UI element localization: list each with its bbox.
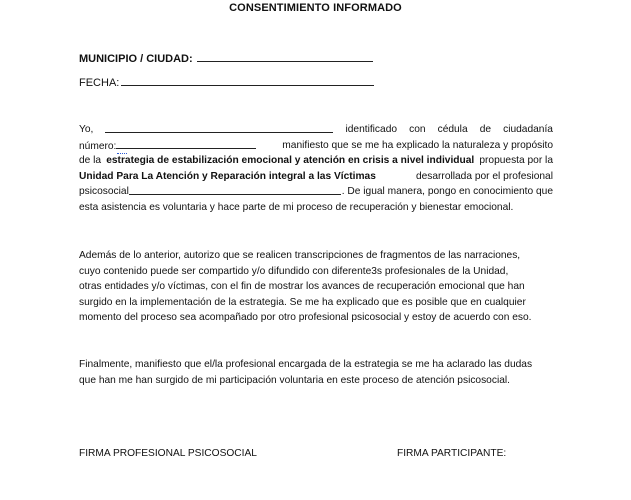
- text-segment: con: [409, 124, 426, 135]
- p3-line: [79, 357, 553, 373]
- numero-group: [79, 138, 256, 154]
- p1-line-5: [79, 184, 553, 200]
- text-segment: ciudadanía: [503, 124, 553, 135]
- text-segment: cédula: [437, 124, 468, 135]
- municipio-label: MUNICIPIO / CIUDAD:: [79, 53, 193, 65]
- text-line: otras entidades y/o víctimas, con el fin de mostrar los avances de recuperación emocional que han: [79, 281, 525, 293]
- bold-strategy-name: estrategia de estabilización emocional y atención en crisis a nivel individual: [106, 155, 475, 167]
- text-segment: psicosocial: [79, 186, 129, 198]
- signature-participant-label: FIRMA PARTICIPANTE:: [397, 448, 507, 459]
- fecha-label: FECHA:: [79, 77, 120, 89]
- document-title: CONSENTIMIENTO INFORMADO: [229, 2, 402, 14]
- p1-line-4: [79, 169, 553, 185]
- municipio-field: [79, 51, 373, 65]
- p3-line: [79, 373, 553, 389]
- name-blank-line[interactable]: [105, 122, 333, 133]
- p1-line-1: [79, 122, 553, 138]
- text-line: que han me han surgido de mi participación voluntaria en este proceso de atención psicosocial.: [79, 374, 510, 386]
- consent-paragraph-3: [79, 357, 553, 388]
- p1-line-2: [79, 138, 553, 154]
- id-number-blank-line[interactable]: [116, 138, 256, 149]
- text-segment: desarrollada por el profesional: [415, 170, 553, 182]
- text-segment: de: [479, 124, 492, 135]
- p1-line-3: [79, 153, 553, 169]
- text-segment: propuesta por la: [479, 155, 553, 167]
- text-numero: número:: [79, 140, 117, 152]
- fecha-field: [79, 75, 374, 89]
- text-segment: de la: [79, 155, 102, 167]
- text-segment: identificado: [345, 124, 398, 135]
- text-line: cuyo contenido puede ser compartido y/o difundido con diferente3s profesionales de la Unidad,: [79, 265, 509, 277]
- p2-line: [79, 248, 553, 264]
- municipio-blank-line[interactable]: [197, 51, 373, 62]
- p2-line: [79, 264, 553, 280]
- text-line: surgido en la implementación de la estrategia. Se me ha explicado que es posible que en cualquier: [79, 296, 526, 308]
- p2-line: [79, 310, 553, 326]
- p1-line-6: [79, 200, 553, 216]
- text-yo: Yo,: [79, 124, 94, 135]
- text-segment: . De igual manera, pongo en conocimiento que: [341, 186, 553, 198]
- text-line: Finalmente, manifiesto que el/la profesional encargada de la estrategia se me ha aclarado las dudas: [79, 359, 533, 370]
- text-segment: manifiesto que se me ha explicado la naturaleza y propósito: [282, 139, 553, 151]
- text-line: Además de lo anterior, autorizo que se realicen transcripciones de fragmentos de las narraciones,: [79, 250, 521, 261]
- text-segment: esta asistencia es voluntaria y hace parte de mi proceso de recuperación y bienestar emocional.: [79, 201, 514, 213]
- p2-line: [79, 279, 553, 295]
- bold-unit-name: Unidad Para La Atención y Reparación integral a las Víctimas: [79, 170, 376, 182]
- text-line: momento del proceso sea acompañado por otro profesional psicosocial y estoy de acuerdo con eso.: [79, 312, 532, 324]
- fecha-blank-line[interactable]: [121, 75, 374, 86]
- p2-line: [79, 295, 553, 311]
- spellcheck-marker: [117, 150, 127, 154]
- signature-professional-label: FIRMA PROFESIONAL PSICOSOCIAL: [79, 448, 257, 459]
- professional-blank-line[interactable]: [129, 184, 341, 195]
- consent-paragraph-2: [79, 248, 553, 326]
- consent-paragraph-1: [79, 122, 553, 216]
